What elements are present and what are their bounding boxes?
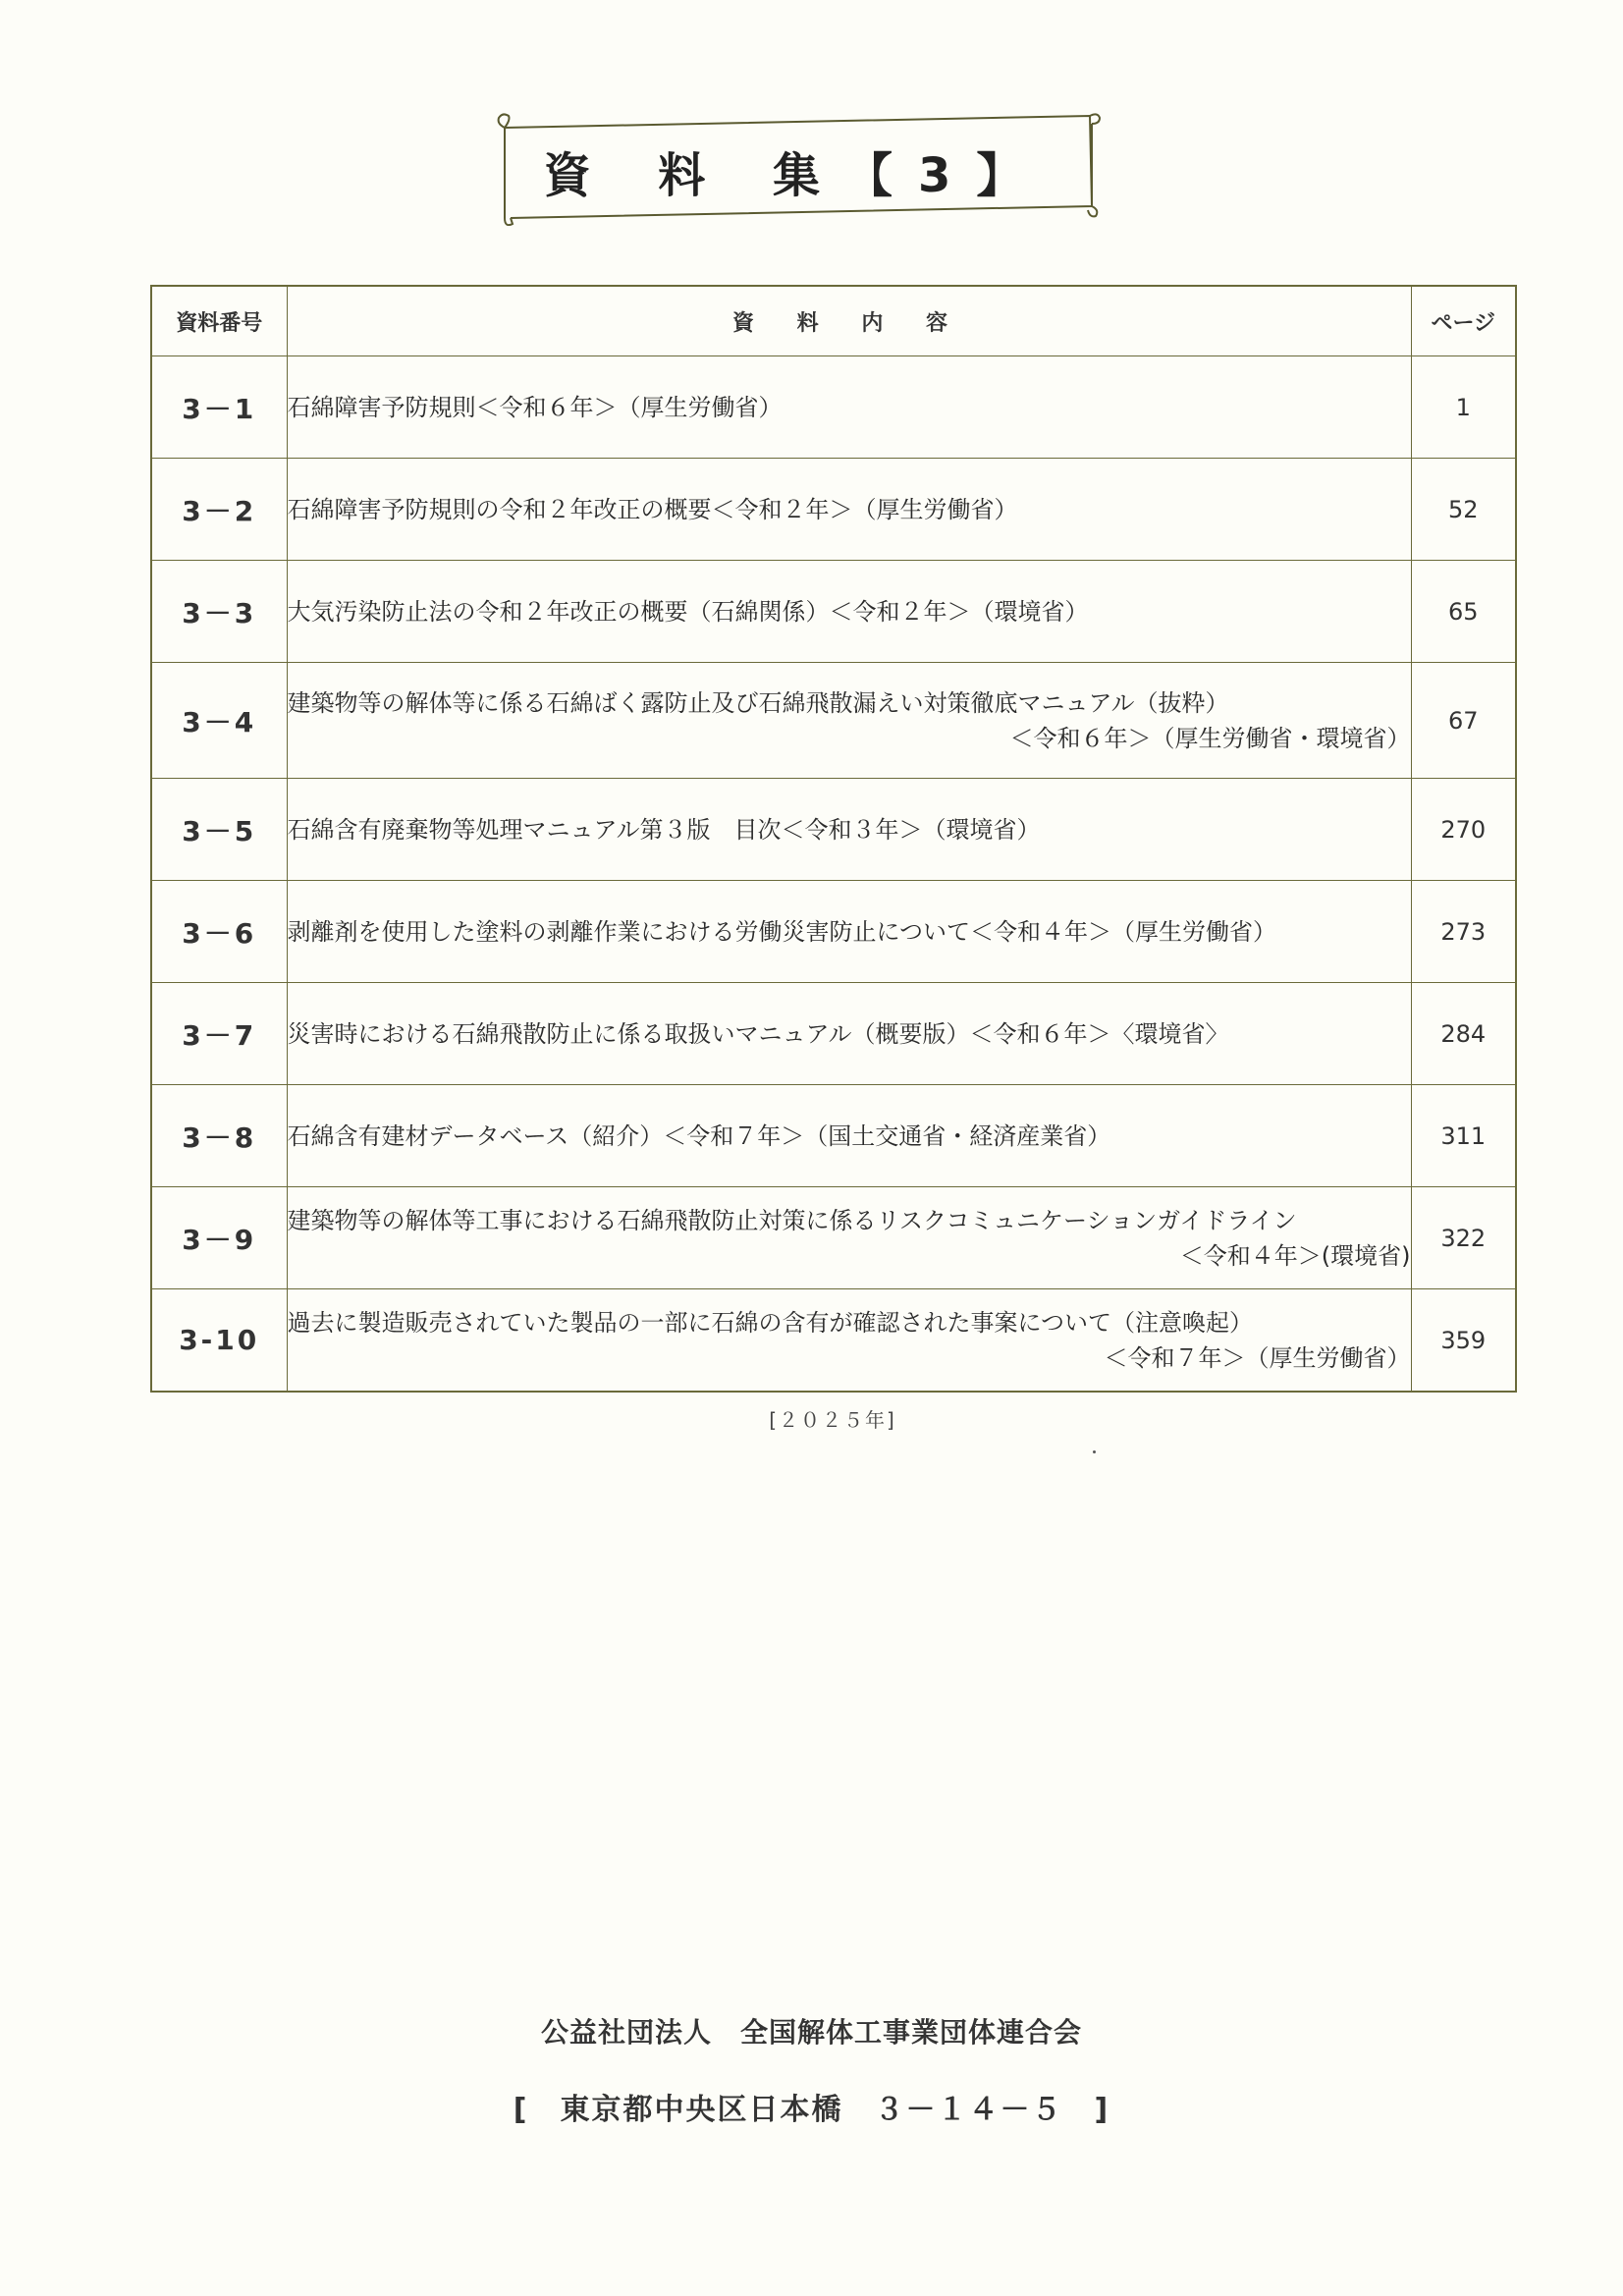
organization-address: [ 東京都中央区日本橋 ３－１４－５ ] (513, 2093, 1110, 2127)
header-number: 資料番号 (151, 286, 287, 356)
row-content (287, 561, 1411, 663)
row-content (287, 459, 1411, 561)
row-content-line1: 建築物等の解体等工事における石綿飛散防止対策に係るリスクコミュニケーションガイドライン (287, 1206, 1297, 1234)
row-number: 3－6 (151, 881, 287, 983)
row-content-line2: ＜令和６年＞（厚生労働省・環境省） (1009, 724, 1411, 752)
table-row (151, 1289, 1516, 1393)
row-page: 273 (1411, 881, 1516, 983)
row-number: 3-10 (151, 1289, 287, 1393)
row-page: 1 (1411, 356, 1516, 459)
row-page: 311 (1411, 1085, 1516, 1187)
contents-table (150, 285, 1517, 1393)
row-number: 3－2 (151, 459, 287, 561)
header-content: 資 料 内 容 (287, 286, 1411, 356)
speck-mark (1093, 1450, 1096, 1453)
row-number: 3－5 (151, 779, 287, 881)
row-content (287, 1289, 1411, 1393)
table-row (151, 881, 1516, 983)
table-header-row (151, 286, 1516, 356)
year-note: [２０２５年] (769, 1408, 896, 1432)
row-content-line1: 過去に製造販売されていた製品の一部に石綿の含有が確認された事案について（注意喚起） (287, 1308, 1254, 1337)
row-number: 3－3 (151, 561, 287, 663)
row-page: 359 (1411, 1289, 1516, 1393)
row-number: 3－7 (151, 983, 287, 1085)
row-content (287, 1085, 1411, 1187)
row-page: 65 (1411, 561, 1516, 663)
table-row (151, 1085, 1516, 1187)
row-number: 3－1 (151, 356, 287, 459)
table-row (151, 663, 1516, 779)
row-page: 67 (1411, 663, 1516, 779)
row-content (287, 356, 1411, 459)
row-content (287, 1187, 1411, 1289)
organization-name: 公益社団法人 全国解体工事業団体連合会 (540, 2016, 1082, 2049)
row-content-line1: 石綿含有廃棄物等処理マニュアル第３版 目次＜令和３年＞（環境省） (287, 815, 1041, 844)
row-content (287, 881, 1411, 983)
row-page: 52 (1411, 459, 1516, 561)
row-number: 3－9 (151, 1187, 287, 1289)
row-content (287, 663, 1411, 779)
table-row (151, 1187, 1516, 1289)
table-row (151, 779, 1516, 881)
header-page: ページ (1411, 286, 1516, 356)
row-number: 3－4 (151, 663, 287, 779)
table-row (151, 356, 1516, 459)
row-content-line1: 大気汚染防止法の令和２年改正の概要（石綿関係）＜令和２年＞（環境省） (287, 597, 1089, 626)
row-number: 3－8 (151, 1085, 287, 1187)
row-content-line2: ＜令和４年＞(環境省) (1179, 1241, 1411, 1270)
row-page: 322 (1411, 1187, 1516, 1289)
row-content-line1: 剥離剤を使用した塗料の剥離作業における労働災害防止について＜令和４年＞（厚生労働省） (287, 917, 1277, 946)
table-row (151, 983, 1516, 1085)
title-scroll-banner (491, 108, 1102, 226)
table-row (151, 561, 1516, 663)
row-content (287, 983, 1411, 1085)
row-content-line2: ＜令和７年＞（厚生労働省） (1104, 1343, 1411, 1372)
table-row (151, 459, 1516, 561)
row-content-line1: 石綿障害予防規則＜令和６年＞（厚生労働省） (287, 393, 783, 421)
page-title: 資 料 集【3】 (543, 148, 1050, 203)
row-content-line1: 石綿障害予防規則の令和２年改正の概要＜令和２年＞（厚生労働省） (287, 495, 1018, 523)
row-page: 270 (1411, 779, 1516, 881)
row-content-line1: 災害時における石綿飛散防止に係る取扱いマニュアル（概要版）＜令和６年＞〈環境省〉 (287, 1019, 1229, 1048)
row-content-line1: 建築物等の解体等に係る石綿ばく露防止及び石綿飛散漏えい対策徹底マニュアル（抜粋） (287, 688, 1229, 717)
row-page: 284 (1411, 983, 1516, 1085)
row-content (287, 779, 1411, 881)
row-content-line1: 石綿含有建材データベース（紹介）＜令和７年＞（国土交通省・経済産業省） (287, 1121, 1111, 1150)
